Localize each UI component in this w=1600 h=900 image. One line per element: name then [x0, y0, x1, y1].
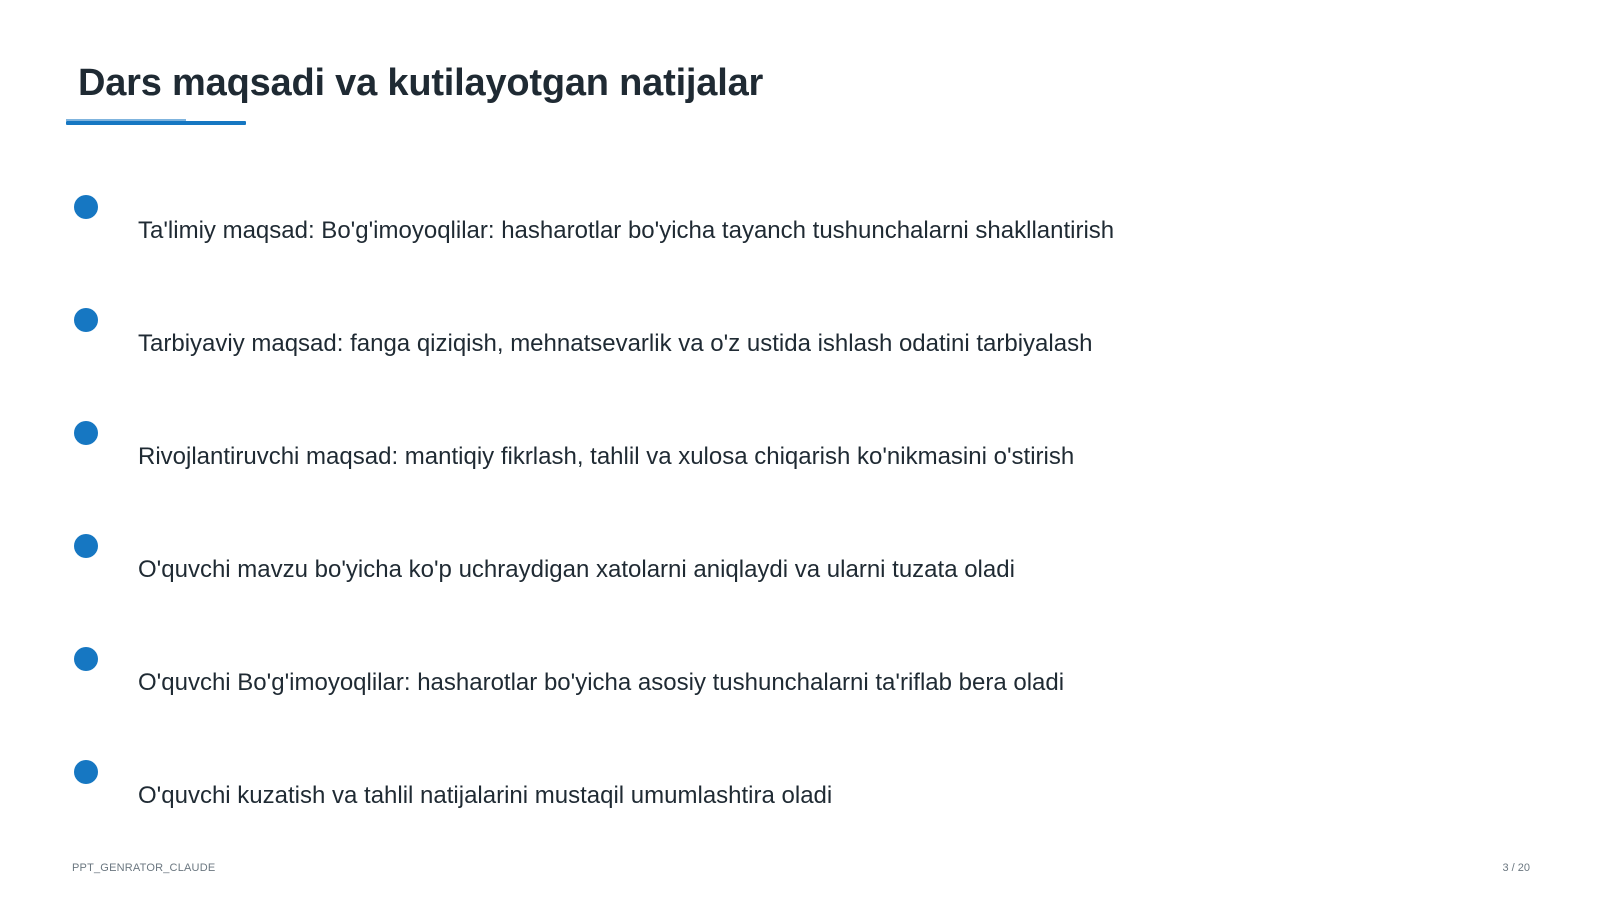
- bullet-text: O'quvchi Bo'g'imoyoqlilar: hasharotlar bo'yicha asosiy tushunchalarni ta'riflab bera oladi: [138, 669, 1065, 696]
- bullet-text: Rivojlantiruvchi maqsad: mantiqiy fikrlash, tahlil va xulosa chiqarish ko'nikmasini o'stirish: [138, 443, 1075, 470]
- footer-label: PPT_GENRATOR_CLAUDE: [72, 862, 216, 874]
- bullet-dot-icon: [74, 195, 98, 219]
- page-indicator: 3 / 20: [1502, 862, 1530, 874]
- bullet-dot-icon: [74, 534, 98, 558]
- bullet-item: [0, 534, 1600, 594]
- bullet-text: Ta'limiy maqsad: Bo'g'imoyoqlilar: hasharotlar bo'yicha tayanch tushunchalarni shakllantirish: [138, 217, 1115, 244]
- bullet-item: [0, 421, 1600, 481]
- bullet-dot-icon: [74, 647, 98, 671]
- bullet-item: [0, 647, 1600, 707]
- bullet-item: [0, 308, 1600, 368]
- bullet-text: O'quvchi mavzu bo'yicha ko'p uchraydigan xatolarni aniqlaydi va ularni tuzata oladi: [138, 556, 1015, 583]
- bullet-item: [0, 195, 1600, 255]
- slide-title: Dars maqsadi va kutilayotgan natijalar: [78, 62, 764, 104]
- bullet-text: Tarbiyaviy maqsad: fanga qiziqish, mehnatsevarlik va o'z ustida ishlash odatini tarbiyalash: [138, 330, 1093, 357]
- bullet-dot-icon: [74, 421, 98, 445]
- bullet-dot-icon: [74, 308, 98, 332]
- bullet-dot-icon: [74, 760, 98, 784]
- bullet-text: O'quvchi kuzatish va tahlil natijalarini mustaqil umumlashtira oladi: [138, 782, 833, 809]
- bullet-item: [0, 760, 1600, 820]
